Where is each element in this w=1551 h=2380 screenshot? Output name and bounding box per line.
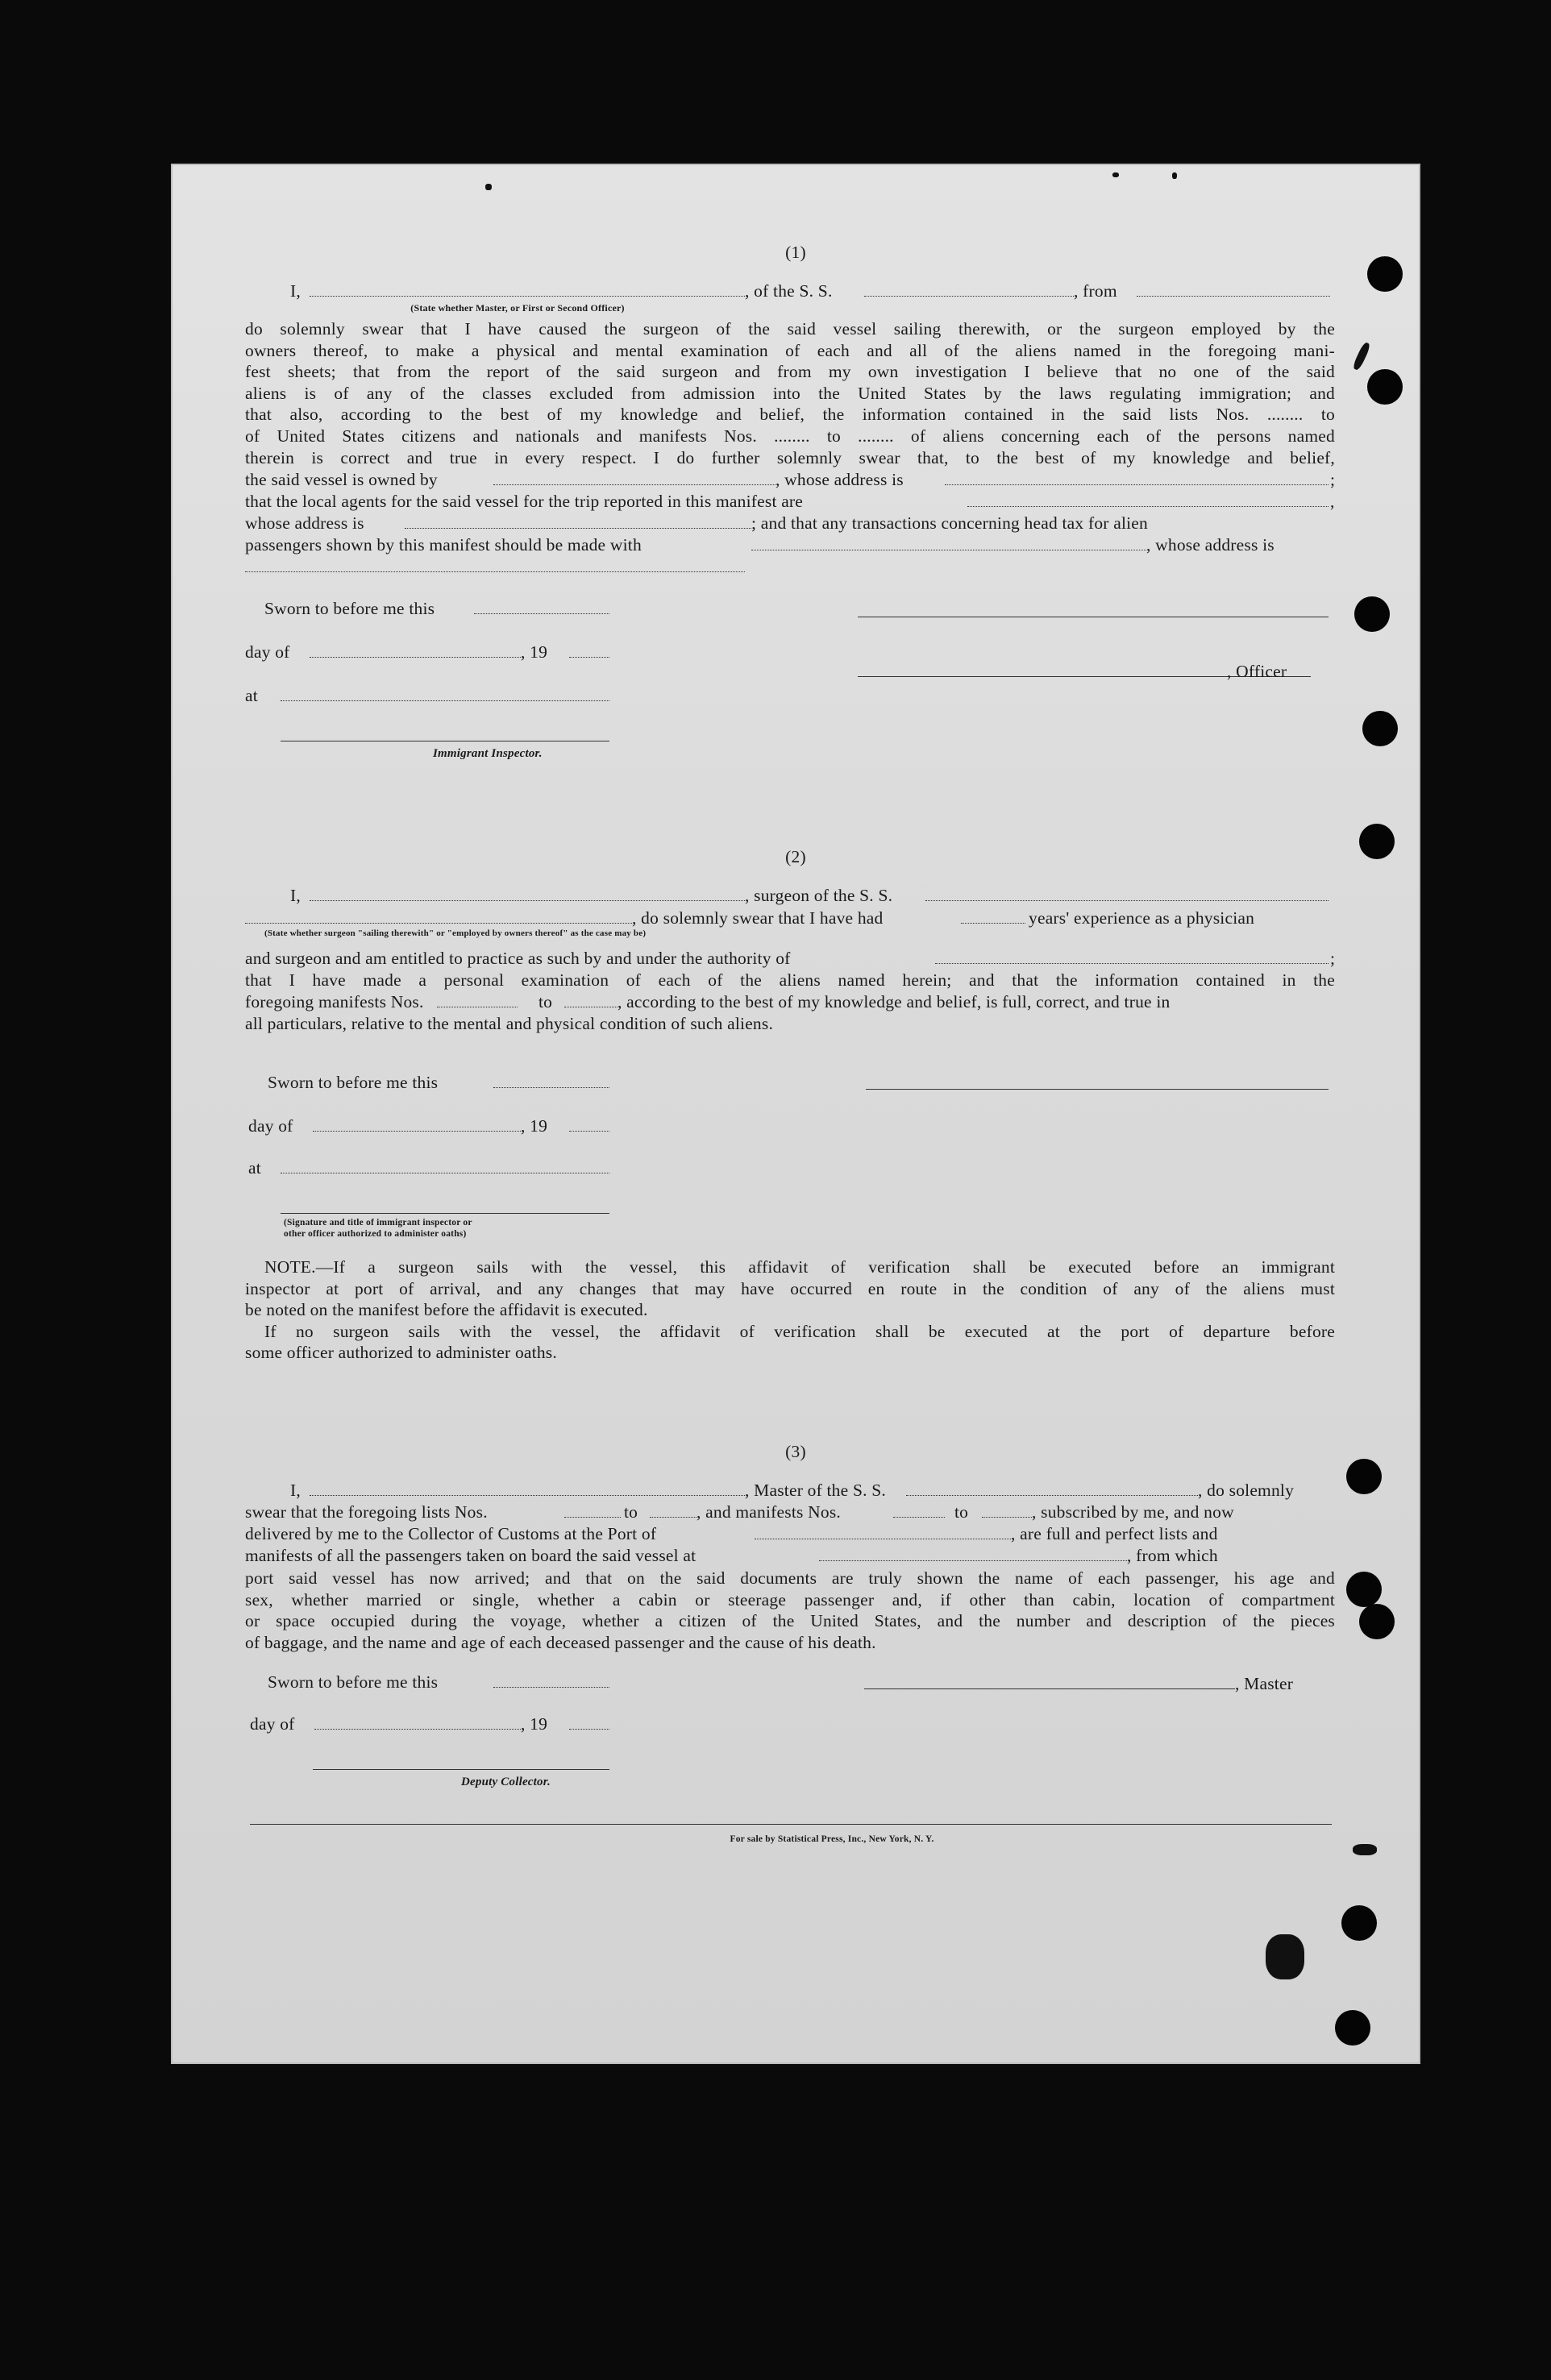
s1-sworn: Sworn to before me this — [264, 599, 435, 618]
s1-immigrant-inspector: Immigrant Inspector. — [433, 747, 543, 760]
s2-day-of: day of — [248, 1116, 293, 1136]
s3-oath-line: port said vessel has now arrived; and that on the said documents are truly shown the name of each passenger, his age and — [245, 1568, 1335, 1588]
s2-particulars: all particulars, relative to the mental and physical condition of such aliens. — [245, 1014, 774, 1033]
s1-oath-line: do solemnly swear that I have caused the surgeon of the said vessel sailing therewith, or the surgeon employed by the — [245, 319, 1335, 339]
s1-local-agents: that the local agents for the said vessel for the trip reported in this manifest are — [245, 492, 804, 511]
s2-surgeon-field[interactable] — [310, 900, 745, 901]
s1-oath-line: owners thereof, to make a physical and mental examination of each and all of the aliens named in the foregoing mani- — [245, 340, 1335, 360]
section-3-number: (3) — [785, 1442, 806, 1461]
s2-examination: that I have made a personal examination of each of the aliens named herein; and that the information contained in the — [245, 970, 1335, 990]
s2-line1-i: I, — [290, 886, 301, 905]
s1-agents-field[interactable] — [967, 506, 1329, 507]
s1-whose-address: whose address is — [245, 513, 364, 533]
s3-subscribed: , subscribed by me, and now — [1032, 1502, 1234, 1522]
ink-spot — [1112, 172, 1119, 177]
section-1-number: (1) — [785, 243, 806, 262]
s1-owner-field[interactable] — [493, 484, 776, 485]
s3-year-field[interactable] — [569, 1729, 609, 1730]
ink-blot — [1353, 1844, 1377, 1855]
ink-spot — [1172, 172, 1177, 179]
s3-year: , 19 — [521, 1714, 548, 1734]
s1-sworn-field[interactable] — [474, 613, 609, 614]
s1-day-field[interactable] — [310, 657, 521, 658]
section-2-number: (2) — [785, 847, 806, 866]
s3-from-which: , from which — [1127, 1546, 1218, 1565]
s1-officer-label: , Officer — [1227, 662, 1287, 681]
s3-master-field[interactable] — [310, 1495, 745, 1496]
s2-sworn-field[interactable] — [493, 1087, 609, 1088]
s1-oath-line: fest sheets; that from the report of the said surgeon and from my own investigation I believe that no one of the said — [245, 362, 1335, 382]
s3-oath-line: sex, whether married or single, whether a cabin or steerage passenger and, if other than cabin, location of compartment — [245, 1589, 1335, 1610]
footer-printer: For sale by Statistical Press, Inc., New York, N. Y. — [730, 1834, 934, 1844]
s1-line1-i: I, — [290, 281, 301, 301]
footer-rule — [250, 1824, 1332, 1825]
s2-note-line: NOTE.—If a surgeon sails with the vessel, this affidavit of verification shall be executed before an immigrant — [264, 1257, 1335, 1277]
s1-at-field[interactable] — [281, 700, 609, 701]
s3-sworn-field[interactable] — [493, 1687, 609, 1688]
punch-hole — [1346, 1459, 1382, 1494]
ink-blot — [1266, 1934, 1304, 1979]
s1-head-tax: ; and that any transactions concerning head tax for alien — [751, 513, 1148, 533]
s2-signature-caption-2: other officer authorized to administer oaths) — [284, 1229, 467, 1239]
s3-line1-ss: , Master of the S. S. — [745, 1481, 886, 1500]
s1-owner-address-label: , whose address is — [776, 470, 904, 489]
s1-day-of: day of — [245, 642, 290, 662]
s3-do-solemnly: , do solemnly — [1198, 1481, 1295, 1500]
s3-day-field[interactable] — [314, 1729, 521, 1730]
punch-hole — [1362, 711, 1398, 746]
s1-master-field[interactable] — [310, 296, 745, 297]
s2-at: at — [248, 1158, 261, 1178]
s2-years-field[interactable] — [961, 923, 1025, 924]
s2-solemnly-swear: , do solemnly swear that I have had — [632, 908, 884, 928]
s2-manifests-nos: foregoing manifests Nos. — [245, 992, 424, 1011]
s3-to-2: to — [954, 1502, 969, 1522]
s1-year-field[interactable] — [569, 657, 609, 658]
s3-manifests-nos: , and manifests Nos. — [696, 1502, 841, 1522]
s3-manifests-from-field[interactable] — [893, 1517, 945, 1518]
s2-according: , according to the best of my knowledge and belief, is full, correct, and true in — [617, 992, 1171, 1011]
s2-note — [245, 1256, 1335, 1364]
s3-oath-line: of baggage, and the name and age of each deceased passenger and the cause of his death. — [245, 1632, 876, 1652]
punch-hole — [1341, 1905, 1377, 1941]
s2-note-line: be noted on the manifest before the affidavit is executed. — [245, 1300, 648, 1320]
s2-note-line: some officer authorized to administer oaths. — [245, 1343, 557, 1363]
s3-lists-from-field[interactable] — [564, 1517, 621, 1518]
s3-taken-on-board: manifests of all the passengers taken on board the said vessel at — [245, 1546, 696, 1565]
s1-oath-line: of United States citizens and nationals and manifests Nos. ........ to ........ of aliens concerning each of the persons named — [245, 426, 1335, 446]
s1-oath-paragraph — [245, 318, 1335, 468]
punch-hole — [1367, 369, 1403, 405]
s2-authority: and surgeon and am entitled to practice as such by and under the authority of — [245, 949, 791, 968]
manifest-back-page: (1) I, , of the S. S. , from (State whether Master, or First or Second Officer) do solemnly swear that I have caused the surgeon of the said vessel sailing therewith, or the surgeon employed by the owners thereof, to make a physical and mental examination of each and all of the aliens named in the foregoing mani- fest sheets; that from the report of the said surgeon and from my own investigation I believe that no one of the said aliens is of any of the classes excluded from admission into the United States by the laws regulating immigration; and that also, according to the best of my knowledge and belief, the information contained in the said lists Nos. ........ to of United States citizens and nationals and manifests Nos. ........ to ........ of aliens concerning each of the persons named therein is correct and true in every respect. I do further solemnly swear that, to the best of my knowledge and belief, the said vessel is owned by , whose address is ; that the local agents for the said vessel for the trip reported in this manifest are , whose address is ; and that any transactions concerning head tax for alien passengers shown by this manifest should be made with , whose address is Sworn to before me this day of , 19 , Officer at Immigrant Inspector. (2) I, , surgeon of the S. S. , do solemnly swear that I have had years' experience as a physician (State whether surgeon "sailing therewith" or "employed by owners thereof" as the case may be) and surgeon and am entitled to practice as such by and under the authority of ; that I have made a personal examination of each of the aliens named herein; and that the information contained in the foregoing manifests Nos. to , according to the best of my knowledge and belief, is full, correct, and true in all particulars, relative to the mental and physical condition of such aliens. Sworn to before me this day of , 19 at (Signature and title of immigrant inspector or other officer authorized to administer oaths) NOTE.—If a surgeon sails with the vessel, this affidavit of verification shall be executed before an immigrant inspector at port of arrival, and any changes that may have occurred en route in the condition of any of the aliens must be noted on the manifest before the affidavit is executed. If no surgeon sails with the vessel, the affidavit of verification shall be executed at the port of departure before some officer authorized to administer oaths. (3) I, , Master of the S. S. , do solemnly swear that the foregoing lists Nos. to , and manifests Nos. to , subscribed by me, and now delivered by me to the Collector of Customs at the Port of , are full and perfect lists and manifests of all the passengers taken on board the said vessel at , from which port said vessel has now arrived; and that on the said documents are truly shown the name of each passenger, his age and sex, whether married or single, whether a cabin or steerage passenger and, if other than cabin, location of compartment or space occupied during the voyage, whether a citizen of the United States, and the number and description of the pieces of baggage, and the name and age of each deceased passenger and the cause of his death. Sworn to before me this , Master day of , 19 Deputy Collector. For sale by Statistical Press, Inc., New York, N. Y. — [171, 164, 1420, 2064]
s2-inspector-signature-line[interactable] — [281, 1213, 609, 1214]
s2-signature-caption-1: (Signature and title of immigrant inspector or — [284, 1218, 472, 1227]
s1-whose-address-2: , whose address is — [1146, 535, 1274, 555]
s2-surgeon-type-field[interactable] — [245, 923, 632, 924]
s3-collector-signature-line[interactable] — [313, 1769, 609, 1770]
s3-manifests-to-field[interactable] — [982, 1517, 1032, 1518]
ink-spot — [485, 184, 492, 190]
s3-lists-nos: swear that the foregoing lists Nos. — [245, 1502, 488, 1522]
s3-to-1: to — [624, 1502, 638, 1522]
s1-oath-line: therein is correct and true in every respect. I do further solemnly swear that, to the best of my knowledge and belief, — [245, 447, 1335, 467]
s1-year: , 19 — [521, 642, 548, 662]
s3-oath-line: or space occupied during the voyage, whether a citizen of the United States, and the number and description of the pieces — [245, 1611, 1335, 1631]
s3-ship-field[interactable] — [906, 1495, 1198, 1496]
s2-years-experience: years' experience as a physician — [1029, 908, 1255, 928]
s1-agents-address-field[interactable] — [405, 528, 751, 529]
s2-year-field[interactable] — [569, 1131, 609, 1132]
s1-passengers: passengers shown by this manifest should be made with — [245, 535, 642, 555]
s3-master-signature-line[interactable] — [864, 1688, 1235, 1689]
s2-note-line: If no surgeon sails with the vessel, the affidavit of verification shall be executed at the port of departure before — [264, 1321, 1335, 1341]
s2-surgeon-caption: (State whether surgeon "sailing therewith" or "employed by owners thereof" as the case may be) — [264, 928, 647, 938]
s3-master-label: , Master — [1235, 1674, 1294, 1693]
s2-day-field[interactable] — [313, 1131, 521, 1132]
s1-ship-field[interactable] — [864, 296, 1074, 297]
s1-from-field[interactable] — [1137, 296, 1330, 297]
s2-authority-field[interactable] — [935, 963, 1329, 964]
s1-line1-ss: , of the S. S. — [745, 281, 833, 301]
punch-hole — [1346, 1572, 1382, 1607]
s1-oath-line: that also, according to the best of my knowledge and belief, the information contained in the said lists Nos. ........ to — [245, 405, 1335, 425]
punch-hole — [1354, 596, 1390, 632]
s1-owner-address-field[interactable] — [945, 484, 1329, 485]
s3-departure-port-field[interactable] — [819, 1560, 1127, 1561]
s3-deputy-collector: Deputy Collector. — [461, 1776, 551, 1788]
s1-at: at — [245, 686, 258, 705]
s3-line1-i: I, — [290, 1481, 301, 1500]
s1-master-caption: (State whether Master, or First or Second Officer) — [410, 302, 625, 314]
s2-year: , 19 — [521, 1116, 548, 1136]
s2-note-line: inspector at port of arrival, and any changes that may have occurred en route in the condition of any of the aliens must — [245, 1278, 1335, 1298]
s2-sworn: Sworn to before me this — [268, 1073, 439, 1092]
s3-day-of: day of — [250, 1714, 295, 1734]
s3-full-perfect: , are full and perfect lists and — [1011, 1524, 1218, 1543]
s3-collector: delivered by me to the Collector of Customs at the Port of — [245, 1524, 657, 1543]
s3-oath-paragraph — [245, 1568, 1335, 1653]
s2-to: to — [538, 992, 553, 1011]
s1-owned-by: the said vessel is owned by — [245, 470, 438, 489]
s1-line1-from: , from — [1074, 281, 1117, 301]
s3-sworn: Sworn to before me this — [268, 1672, 439, 1692]
s3-lists-to-field[interactable] — [650, 1517, 696, 1518]
punch-hole — [1367, 256, 1403, 292]
punch-hole — [1359, 1604, 1395, 1639]
s1-oath-line: aliens is of any of the classes excluded from admission into the United States by the laws regulating immigration; and — [245, 383, 1335, 403]
s1-party-address-field[interactable] — [245, 571, 745, 572]
s2-ship-field[interactable] — [925, 900, 1329, 901]
s2-line1-ss: , surgeon of the S. S. — [745, 886, 893, 905]
punch-hole — [1335, 2010, 1370, 2046]
punch-hole — [1359, 824, 1395, 859]
s2-surgeon-signature-line[interactable] — [866, 1089, 1329, 1090]
